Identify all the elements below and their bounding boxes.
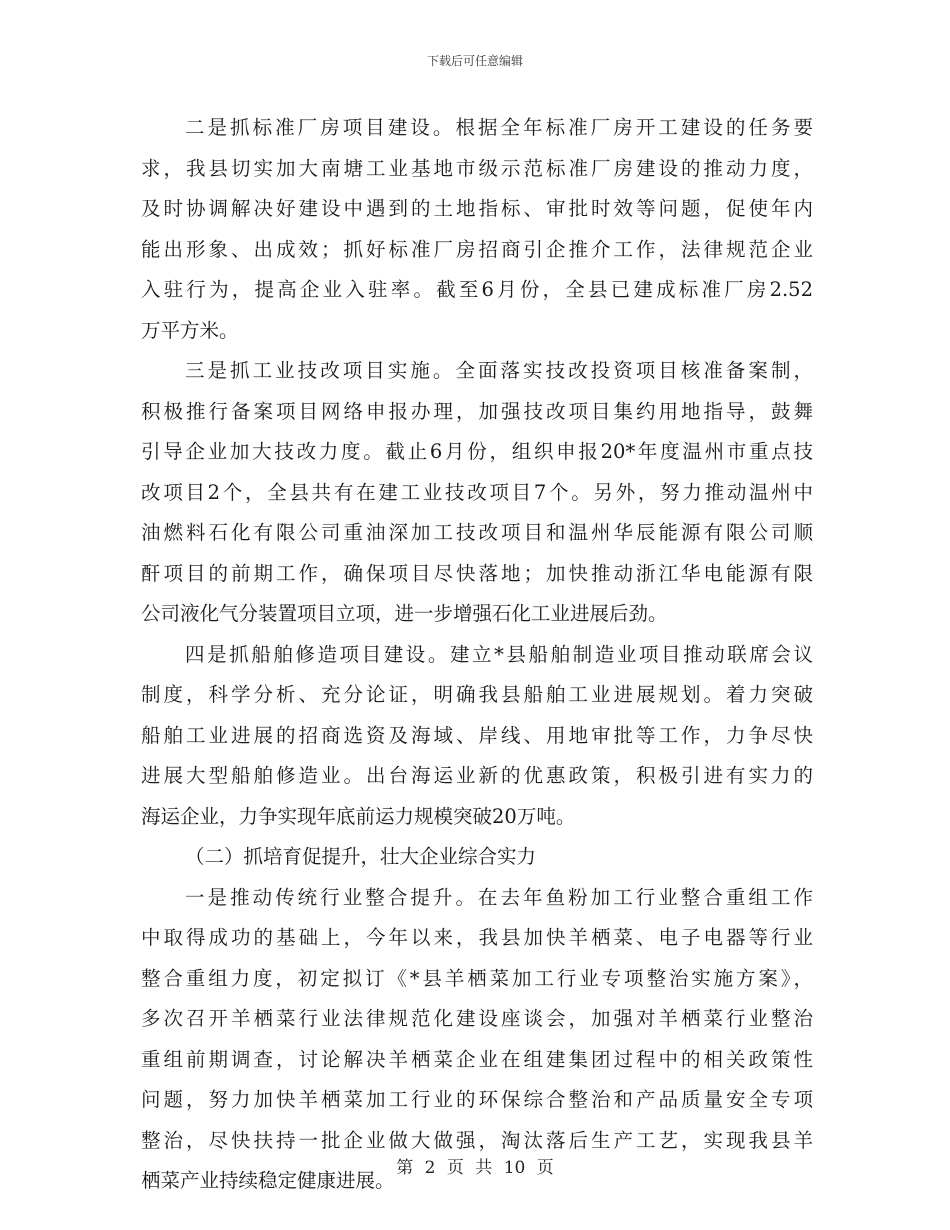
paragraph-line: 中取得成功的基础上，今年以来，我县加快羊栖菜、电子电器等行业: [141, 926, 813, 949]
paragraph-line: 引导企业加大技改力度。截止6月份，组织申报20*年度温州市重点技: [141, 440, 813, 463]
paragraph-line: 入驻行为，提高企业入驻率。截至6月份，全县已建成标准厂房2.52: [141, 278, 813, 301]
paragraph-line: 万平方米。: [141, 318, 239, 342]
paragraph-line: 船舶工业进展的招商选资及海域、岸线、用地审批等工作，力争尽快: [141, 723, 813, 747]
paragraph: [141, 635, 813, 838]
paragraph-line: 一是推动传统行业整合提升。在去年鱼粉加工行业整合重组工作: [185, 885, 813, 909]
paragraph-line: 栖菜产业持续稳定健康进展。: [141, 1169, 395, 1192]
paragraph-line: 能出形象、出成效；抓好标准厂房招商引企推介工作，法律规范企业: [141, 237, 813, 261]
paragraph: [141, 108, 813, 351]
paragraph-line: 油燃料石化有限公司重油深加工技改项目和温州华辰能源有限公司顺: [141, 521, 813, 544]
paragraph-line: 三是抓工业技改项目实施。全面落实技改投资项目核准备案制，: [185, 359, 813, 382]
section-heading-text: （二）抓培育促提升，壮大企业综合实力: [185, 845, 537, 868]
page-header-note: 下载后可任意编辑: [426, 54, 523, 68]
paragraph-line: 多次召开羊栖菜行业法律规范化建设座谈会，加强对羊栖菜行业整治: [141, 1007, 813, 1030]
paragraph-line: 公司液化气分装置项目立项，进一步增强石化工业进展后劲。: [141, 602, 668, 625]
paragraph-line: 海运企业，力争实现年底前运力规模突破20万吨。: [141, 804, 576, 828]
paragraph-line: 整治，尽快扶持一批企业做大做强，淘汰落后生产工艺，实现我县羊: [141, 1128, 813, 1152]
document-body: [141, 108, 813, 1202]
paragraph-line: 求，我县切实加大南塘工业基地市级示范标准厂房建设的推动力度，: [141, 156, 813, 180]
section-heading: [141, 837, 813, 878]
paragraph-line: 及时协调解决好建设中遇到的土地指标、审批时效等问题，促使年内: [141, 197, 813, 220]
paragraph-line: 问题，努力加快羊栖菜加工行业的环保综合整治和产品质量安全专项: [141, 1088, 813, 1111]
paragraph-line: 整合重组力度，初定拟订《*县羊栖菜加工行业专项整治实施方案》，: [141, 966, 813, 990]
paragraph-line: 制度，科学分析、充分论证，明确我县船舶工业进展规划。着力突破: [141, 683, 813, 706]
paragraph-line: 酐项目的前期工作，确保项目尽快落地；加快推动浙江华电能源有限: [141, 561, 813, 585]
paragraph: [141, 351, 813, 635]
paragraph-line: 重组前期调查，讨论解决羊栖菜企业在组建集团过程中的相关政策性: [141, 1047, 813, 1071]
paragraph-line: 二是抓标准厂房项目建设。根据全年标准厂房开工建设的任务要: [185, 116, 813, 139]
paragraph-line: 四是抓船舶修造项目建设。建立*县船舶制造业项目推动联席会议: [185, 642, 813, 666]
page-number-footer: 第 2 页 共 10 页: [396, 1158, 554, 1178]
paragraph-line: 积极推行备案项目网络申报办理，加强技改项目集约用地指导，鼓舞: [141, 399, 813, 423]
paragraph-line: 进展大型船舶修造业。出台海运业新的优惠政策，积极引进有实力的: [141, 764, 813, 787]
paragraph-line: 改项目2个，全县共有在建工业技改项目7个。另外，努力推动温州中: [141, 480, 813, 504]
